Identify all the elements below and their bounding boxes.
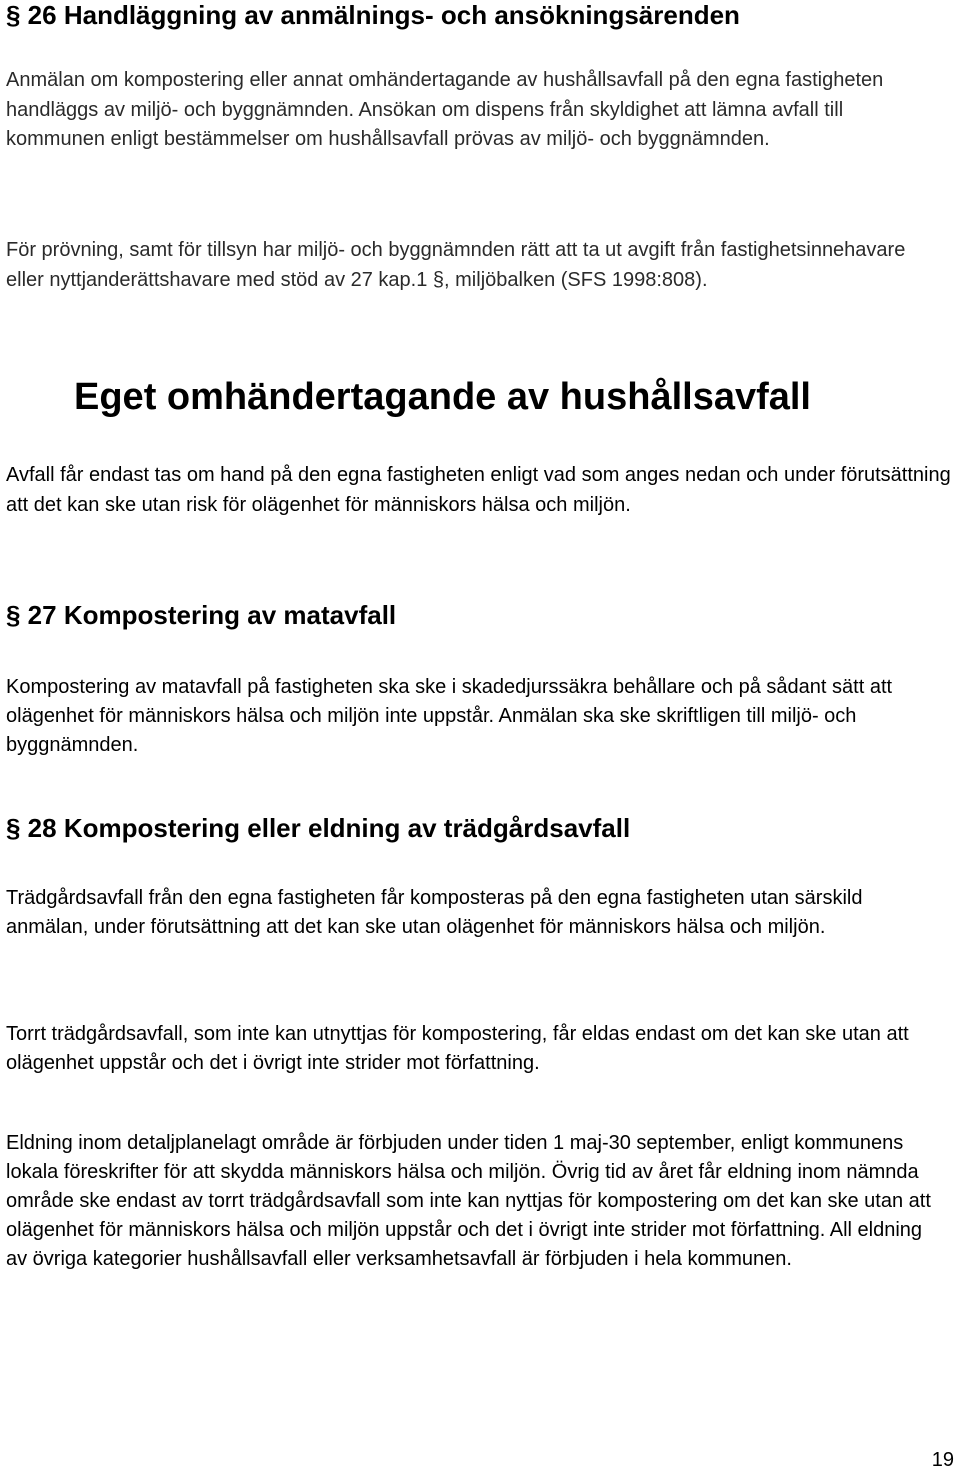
section-28-paragraph-1: Trädgårdsavfall från den egna fastigheten får komposteras på den egna fastigheten utan särskild anmälan, under förutsättning att det kan ske utan olägenhet för människors hälsa och miljön. xyxy=(6,887,863,938)
section-27-paragraph-1: Kompostering av matavfall på fastigheten ska ske i skadedjurssäkra behållare och på sådant sätt att olägenhet för människors hälsa och miljön inte uppstår. Anmälan ska ske skriftligen till miljö- och byggnämnden. xyxy=(6,676,893,756)
section-26-heading: § 26 Handläggning av anmälnings- och ansökningsärenden xyxy=(6,0,740,30)
section-27-heading: § 27 Kompostering av matavfall xyxy=(6,600,397,630)
page-number: 19 xyxy=(931,1449,954,1471)
intro-paragraph: Avfall får endast tas om hand på den egna fastigheten enligt vad som anges nedan och under förutsättning att det kan ske utan risk för olägenhet för människors hälsa och miljön. xyxy=(6,464,951,516)
section-26-paragraph-2: För prövning, samt för tillsyn har miljö- och byggnämnden rätt att ta ut avgift från fastighetsinnehavare eller nyttjanderättshavare med stöd av 27 kap.1 §, miljöbalken (SFS 1998:808). xyxy=(6,239,906,291)
section-28-paragraph-2: Torrt trädgårdsavfall, som inte kan utnyttjas för kompostering, får eldas endast om det kan ske utan att olägenhet uppstår och det i övrigt inte strider mot författning. xyxy=(6,1023,909,1074)
section-28-heading: § 28 Kompostering eller eldning av trädgårdsavfall xyxy=(6,813,631,843)
section-28-paragraph-3: Eldning inom detaljplanelagt område är förbjuden under tiden 1 maj-30 september, enligt kommunens lokala föreskrifter för att skydda människors hälsa och miljön. Övrig tid av året får eldning inom nämnda område ske endast av torrt trädgårdsavfall som inte kan nyttjas för kompostering om det kan ske utan att olägenhet för människors hälsa och miljön uppstår och det i övrigt inte strider mot författning. All eldning av övriga kategorier hushållsavfall eller verksamhetsavfall är förbjuden i hela kommunen. xyxy=(6,1132,931,1270)
section-26-paragraph-1: Anmälan om kompostering eller annat omhändertagande av hushållsavfall på den egna fastigheten handläggs av miljö- och byggnämnden. Ansökan om dispens från skyldighet att lämna avfall till kommunen enligt bestämmelser om hushållsavfall prövas av miljö- och byggnämnden. xyxy=(6,69,884,150)
main-heading: Eget omhändertagande av hushållsavfall xyxy=(74,376,811,418)
